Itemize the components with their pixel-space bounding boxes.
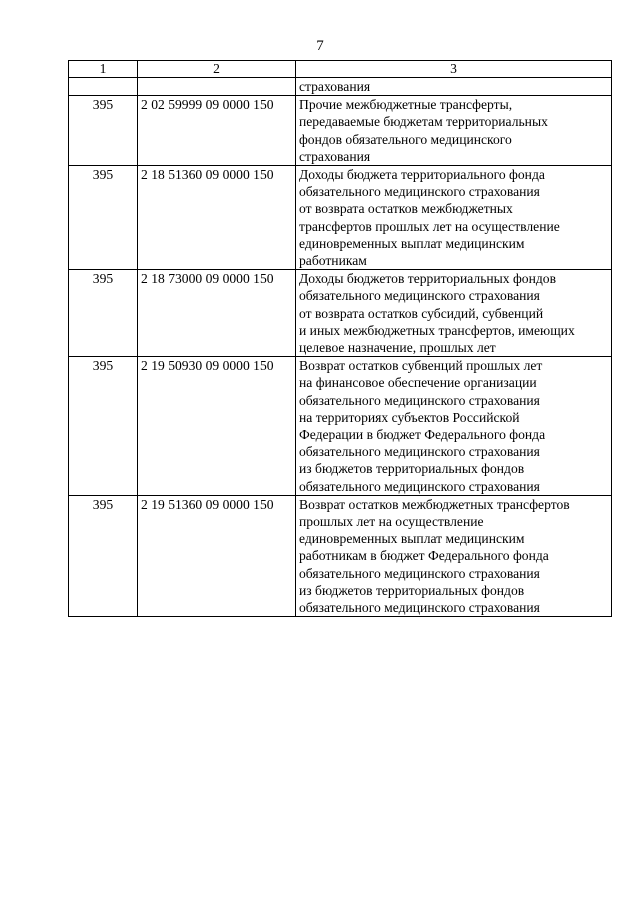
column-header-2: 2 xyxy=(138,61,296,78)
budget-code-cell: 2 19 50930 09 0000 150 xyxy=(138,357,296,496)
table-row xyxy=(69,495,612,616)
description-cell xyxy=(296,357,612,496)
table-row xyxy=(69,166,612,270)
description-line: Возврат остатков межбюджетных трансфертов xyxy=(299,496,570,512)
description-line: обязательного медицинского страхования xyxy=(299,478,540,494)
description-cell xyxy=(296,166,612,270)
description-cell xyxy=(296,495,612,616)
budget-code-cell: 2 02 59999 09 0000 150 xyxy=(138,96,296,166)
description-line: Федерации в бюджет Федерального фонда xyxy=(299,427,546,443)
description-line: прошлых лет на осуществление xyxy=(299,514,484,530)
description-line: на территориях субъектов Российской xyxy=(299,409,520,425)
description-line: Доходы бюджетов территориальных фондов xyxy=(299,271,557,287)
budget-code-cell: 2 18 73000 09 0000 150 xyxy=(138,270,296,357)
table-row-continuation xyxy=(69,78,612,96)
admin-code-cell: 395 xyxy=(69,270,138,357)
description-line: из бюджетов территориальных фондов xyxy=(299,461,525,477)
description-line: обязательного медицинского страхования xyxy=(299,288,540,304)
description-line: и иных межбюджетных трансфертов, имеющих xyxy=(299,322,575,338)
table-row xyxy=(69,270,612,357)
description-cell xyxy=(296,78,612,96)
description-line: единовременных выплат медицинским xyxy=(299,531,525,547)
description-line: Возврат остатков субвенций прошлых лет xyxy=(299,358,543,374)
description-line: страхования xyxy=(299,148,371,164)
description-line: обязательного медицинского страхования xyxy=(299,600,540,616)
description-line: Прочие межбюджетные трансферты, xyxy=(299,97,513,113)
description-line: обязательного медицинского страхования xyxy=(299,565,540,581)
description-line: от возврата остатков субсидий, субвенций xyxy=(299,305,544,321)
description-line: передаваемые бюджетам территориальных xyxy=(299,114,548,130)
description-line: от возврата остатков межбюджетных xyxy=(299,201,513,217)
description-line: обязательного медицинского страхования xyxy=(299,184,540,200)
column-header-3: 3 xyxy=(296,61,612,78)
admin-code-cell: 395 xyxy=(69,96,138,166)
budget-code-cell xyxy=(138,78,296,96)
admin-code-cell: 395 xyxy=(69,357,138,496)
table-row xyxy=(69,357,612,496)
admin-code-cell: 395 xyxy=(69,495,138,616)
admin-code-cell: 395 xyxy=(69,166,138,270)
budget-code-cell: 2 19 51360 09 0000 150 xyxy=(138,495,296,616)
description-line: обязательного медицинского страхования xyxy=(299,392,540,408)
description-line: из бюджетов территориальных фондов xyxy=(299,582,525,598)
admin-code-cell xyxy=(69,78,138,96)
description-line: работникам xyxy=(299,253,367,269)
description-line: на финансовое обеспечение организации xyxy=(299,375,537,391)
description-line: единовременных выплат медицинским xyxy=(299,235,525,251)
description-line: работникам в бюджет Федерального фонда xyxy=(299,548,549,564)
description-line: Доходы бюджета территориального фонда xyxy=(299,167,545,183)
description-line: трансфертов прошлых лет на осуществление xyxy=(299,218,560,234)
budget-code-cell: 2 18 51360 09 0000 150 xyxy=(138,166,296,270)
description-cell xyxy=(296,96,612,166)
revenue-codes-table xyxy=(68,60,612,617)
description-cell xyxy=(296,270,612,357)
description-line: обязательного медицинского страхования xyxy=(299,444,540,460)
table-row xyxy=(69,96,612,166)
page-number: 7 xyxy=(316,38,324,54)
description-line: фондов обязательного медицинского xyxy=(299,131,512,147)
description-line: целевое назначение, прошлых лет xyxy=(299,340,496,356)
description-line: страхования xyxy=(299,79,371,94)
column-header-1: 1 xyxy=(69,61,138,78)
table-header-row xyxy=(69,61,612,78)
